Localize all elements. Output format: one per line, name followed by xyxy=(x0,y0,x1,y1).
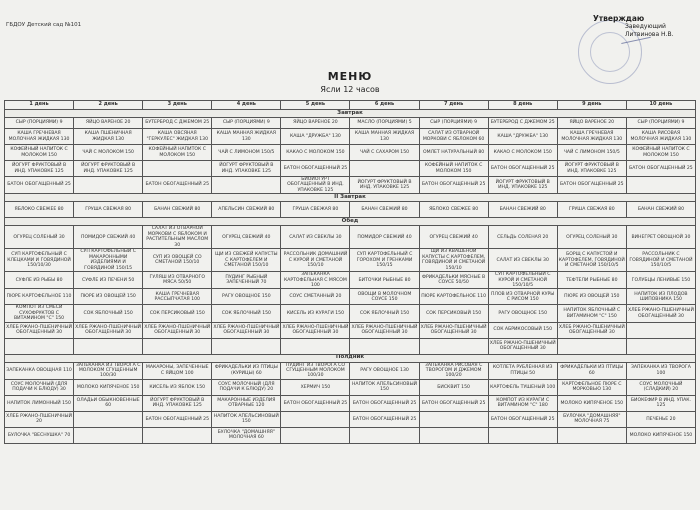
menu-cell: ФРИКАДЕЛЬКИ ИЗ ПТИЦЫ (КУРИЦЫ) 60 xyxy=(212,362,281,379)
day-header: 6 день xyxy=(350,101,419,110)
menu-cell: БИТОЧКИ РЫБНЫЕ 80 xyxy=(350,272,419,289)
menu-cell: ГРУША СВЕЖАЯ 80 xyxy=(74,202,143,218)
menu-cell: БАТОН ОБОГАЩЕННЫЙ 25 xyxy=(281,161,350,177)
menu-cell: ЩИ ИЗ КВАШЕНОЙ КАПУСТЫ С КАРТОФЕЛЕМ, ГОВЯДИНОЙ И СМЕТАНОЙ 150/10 xyxy=(419,249,488,272)
section-row xyxy=(5,110,696,118)
menu-cell xyxy=(212,177,281,194)
day-header: 7 день xyxy=(419,101,488,110)
menu-cell: НАПИТОК ИЗ ПЛОДОВ ШИПОВНИКА 150 xyxy=(626,289,695,305)
menu-cell: БАНАН СВЕЖИЙ 80 xyxy=(350,202,419,218)
organization-header: ГБДОУ Детский сад №101 xyxy=(6,22,82,28)
menu-cell: ЗАПЕКАНКА РИСОВАЯ С ТВОРОГОМ И ДЖЕМОМ 100/20 xyxy=(419,362,488,379)
menu-cell xyxy=(350,427,419,443)
menu-cell: ПЮРЕ ИЗ ОВОЩЕЙ 150 xyxy=(74,289,143,305)
menu-cell: СЫР (ПОРЦИЯМИ) 9 xyxy=(5,118,74,129)
menu-cell: СОК ПЕРСИКОВЫЙ 150 xyxy=(143,305,212,322)
menu-cell: ЙОГУРТ ФРУКТОВЫЙ В ИНД. УПАКОВКЕ 125 xyxy=(74,161,143,177)
approval-role: Заведующий xyxy=(625,23,666,30)
menu-cell: ГУЛЯШ ИЗ ОТВАРНОГО МЯСА 50/50 xyxy=(143,272,212,289)
table-row xyxy=(5,226,696,249)
menu-cell: БАТОН ОБОГАЩЕННЫЙ 25 xyxy=(626,161,695,177)
menu-cell xyxy=(74,411,143,427)
menu-cell: БАНАН СВЕЖИЙ 80 xyxy=(488,202,557,218)
menu-cell: ЩИ ИЗ СВЕЖЕЙ КАПУСТЫ С КАРТОФЕЛЕМ И СМЕТАНОЙ 150/10 xyxy=(212,249,281,272)
menu-cell: МАСЛО (ПОРЦИЯМИ) 5 xyxy=(350,118,419,129)
menu-cell: БУЛОЧКА "ВЕСНУШКА" 70 xyxy=(5,427,74,443)
menu-cell: ЯБЛОКО СВЕЖЕЕ 80 xyxy=(5,202,74,218)
menu-cell: БАТОН ОБОГАЩЕННЫЙ 25 xyxy=(350,395,419,411)
menu-cell: ПУДИНГ РЫБНЫЙ ЗАПЕЧЕННЫЙ 70 xyxy=(212,272,281,289)
menu-cell: МОЛОКО КИПЯЧЕНОЕ 150 xyxy=(626,427,695,443)
menu-cell xyxy=(350,161,419,177)
menu-cell xyxy=(281,427,350,443)
day-header: 9 день xyxy=(557,101,626,110)
section-title: Завтрак xyxy=(5,110,696,118)
menu-cell: ПУДИНГ ИЗ ТВОРОГА СО СГУЩЕННЫМ МОЛОКОМ 100/30 xyxy=(281,362,350,379)
menu-cell: БАТОН ОБОГАЩЕННЫЙ 25 xyxy=(419,395,488,411)
menu-cell: ОЛАДЬИ ОБЫКНОВЕННЫЕ 60 xyxy=(74,395,143,411)
menu-cell: БАТОН ОБОГАЩЕННЫЙ 25 xyxy=(488,161,557,177)
menu-cell: ЙОГУРТ ФРУКТОВЫЙ В ИНД. УПАКОВКЕ 125 xyxy=(143,395,212,411)
menu-cell: БАТОН ОБОГАЩЕННЫЙ 25 xyxy=(143,411,212,427)
menu-cell: ЗАПЕКАНКА ОВОЩНАЯ 110 xyxy=(5,362,74,379)
menu-cell: РАГУ ОВОЩНОЕ 150 xyxy=(488,305,557,322)
menu-cell: РАГУ ОВОЩНОЕ 130 xyxy=(350,362,419,379)
table-row xyxy=(5,289,696,305)
menu-cell: ЧАЙ С МОЛОКОМ 150 xyxy=(74,145,143,161)
menu-cell: ПЮРЕ КАРТОФЕЛЬНОЕ 110 xyxy=(419,289,488,305)
menu-cell: НАПИТОК ЯБЛОЧНЫЙ С ВИТАМИНОМ "С" 150 xyxy=(557,305,626,322)
menu-cell: РАССОЛЬНИК ДОМАШНИЙ С КУРОЙ И СМЕТАНОЙ 150/10 xyxy=(281,249,350,272)
menu-cell: КАША МАННАЯ ЖИДКАЯ 130 xyxy=(350,129,419,145)
menu-cell: СУП КАРТОФЕЛЬНЫЙ С КЛЕЦКАМИ И ГОВЯДИНОЙ 150/10/30 xyxy=(5,249,74,272)
menu-cell: КАША МАННАЯ ЖИДКАЯ 130 xyxy=(212,129,281,145)
menu-cell: КАША РИСОВАЯ МОЛОЧНАЯ ЖИДКАЯ 130 xyxy=(626,129,695,145)
menu-cell: ЙОГУРТ ФРУКТОВЫЙ В ИНД. УПАКОВКЕ 125 xyxy=(557,161,626,177)
table-row xyxy=(5,362,696,379)
table-row xyxy=(5,411,696,427)
menu-cell: ОГУРЕЦ СВЕЖИЙ 40 xyxy=(212,226,281,249)
menu-cell: КАРТОФЕЛЬНОЕ ПЮРЕ С МОРКОВЬЮ 130 xyxy=(557,379,626,395)
menu-cell: КОФЕЙНЫЙ НАПИТОК С МОЛОКОМ 150 xyxy=(626,145,695,161)
menu-cell: БУЛОЧКА "ДОМАШНЯЯ" МОЛОЧНАЯ 75 xyxy=(557,411,626,427)
table-row xyxy=(5,118,696,129)
menu-cell: ХЕРМИЧ 150 xyxy=(281,379,350,395)
table-row xyxy=(5,129,696,145)
menu-cell xyxy=(281,338,350,354)
menu-cell xyxy=(626,338,695,354)
days-header-row xyxy=(5,101,696,110)
menu-cell: БИОКЕФИР В ИНД. УПАК. 125 xyxy=(626,395,695,411)
menu-cell xyxy=(419,411,488,427)
menu-cell: СУП КАРТОФЕЛЬНЫЙ С КУРОЙ И СМЕТАНОЙ 150/10/5 xyxy=(488,272,557,289)
table-row xyxy=(5,202,696,218)
menu-cell: БУТЕРБРОД С ДЖЕМОМ 25 xyxy=(143,118,212,129)
menu-cell: ОГУРЕЦ СВЕЖИЙ 40 xyxy=(419,226,488,249)
day-header: 4 день xyxy=(212,101,281,110)
approval-block xyxy=(593,15,697,39)
menu-cell: ПЮРЕ ИЗ ОВОЩЕЙ 150 xyxy=(557,289,626,305)
table-row xyxy=(5,427,696,443)
menu-cell xyxy=(419,338,488,354)
menu-cell: СОУС МОЛОЧНЫЙ (ДЛЯ ПОДАЧИ К БЛЮДУ) 30 xyxy=(5,379,74,395)
day-header: 3 день xyxy=(143,101,212,110)
menu-cell: БАТОН ОБОГАЩЕННЫЙ 25 xyxy=(488,411,557,427)
menu-cell: РАССОЛЬНИК С ГОВЯДИНОЙ И СМЕТАНОЙ 150/10/5 xyxy=(626,249,695,272)
menu-cell: ОВОЩИ В МОЛОЧНОМ СОУСЕ 150 xyxy=(350,289,419,305)
menu-cell: КОФЕЙНЫЙ НАПИТОК С МОЛОКОМ 150 xyxy=(5,145,74,161)
menu-cell: КАША ГРЕЧНЕВАЯ РАССЫПЧАТАЯ 100 xyxy=(143,289,212,305)
table-row xyxy=(5,379,696,395)
menu-cell: ПЕЧЕНЬЕ 20 xyxy=(626,411,695,427)
menu-cell: БИСКВИТ 150 xyxy=(419,379,488,395)
menu-cell xyxy=(143,338,212,354)
day-header: 5 день xyxy=(281,101,350,110)
menu-cell: ХЛЕБ РЖАНО-ПШЕНИЧНЫЙ ОБОГАЩЕННЫЙ 30 xyxy=(557,322,626,338)
menu-title: МЕНЮ xyxy=(327,70,373,83)
section-title: Полдник xyxy=(5,354,696,362)
menu-cell: ЗАПЕКАНКА ИЗ ТВОРОГА С МОЛОКОМ СГУЩЕННЫМ 100/30 xyxy=(74,362,143,379)
menu-cell: БАТОН ОБОГАЩЕННЫЙ 25 xyxy=(557,177,626,194)
menu-cell: ГРУША СВЕЖАЯ 80 xyxy=(281,202,350,218)
menu-cell: КАША "ДРУЖБА" 130 xyxy=(488,129,557,145)
section-row xyxy=(5,218,696,226)
section-title: Обед xyxy=(5,218,696,226)
menu-cell xyxy=(557,427,626,443)
table-row xyxy=(5,145,696,161)
menu-cell: ПОМИДОР СВЕЖИЙ 40 xyxy=(74,226,143,249)
menu-cell: ХЛЕБ РЖАНО-ПШЕНИЧНЫЙ ОБОГАЩЕННЫЙ 30 xyxy=(143,322,212,338)
menu-cell xyxy=(419,427,488,443)
menu-cell: БАНАН СВЕЖИЙ 80 xyxy=(626,202,695,218)
menu-cell: ЧАЙ С САХАРОМ 150 xyxy=(350,145,419,161)
menu-cell: ЧАЙ С ЛИМОНОМ 150/5 xyxy=(557,145,626,161)
menu-cell xyxy=(143,427,212,443)
menu-cell: СУФЛЕ ИЗ РЫБЫ 80 xyxy=(5,272,74,289)
menu-cell: СОК ПЕРСИКОВЫЙ 150 xyxy=(419,305,488,322)
table-row xyxy=(5,322,696,338)
table-row xyxy=(5,177,696,194)
menu-cell: САЛАТ ИЗ СВЕКЛЫ 30 xyxy=(488,249,557,272)
section-row xyxy=(5,354,696,362)
menu-cell: СОК АБРИКОСОВЫЙ 150 xyxy=(488,322,557,338)
menu-cell: ОГУРЕЦ СОЛЕНЫЙ 30 xyxy=(5,226,74,249)
table-row xyxy=(5,161,696,177)
approval-title: Утверждаю xyxy=(593,14,645,23)
menu-cell: ЯЙЦО ВАРЕНОЕ 20 xyxy=(74,118,143,129)
menu-cell: ЙОГУРТ ФРУКТОВЫЙ В ИНД. УПАКОВКЕ 125 xyxy=(488,177,557,194)
menu-cell: СЕЛЬДЬ СОЛЕНАЯ 20 xyxy=(488,226,557,249)
menu-cell: РАГУ ОВОЩНОЕ 150 xyxy=(212,289,281,305)
day-header: 1 день xyxy=(5,101,74,110)
menu-cell: МОЛОКО КИПЯЧЕНОЕ 150 xyxy=(557,395,626,411)
menu-cell: СУП КАРТОФЕЛЬНЫЙ С ГОРОХОМ И ГРЕНКАМИ 150/15 xyxy=(350,249,419,272)
menu-cell: МАКАРОНЫ, ЗАПЕЧЕННЫЕ С ЯЙЦОМ 100 xyxy=(143,362,212,379)
table-row xyxy=(5,395,696,411)
menu-cell: ФРИКАДЕЛЬКИ МЯСНЫЕ В СОУСЕ 50/50 xyxy=(419,272,488,289)
table-row xyxy=(5,305,696,322)
menu-cell: ПОМИДОР СВЕЖИЙ 40 xyxy=(350,226,419,249)
menu-cell: ЯЙЦО ВАРЕНОЕ 20 xyxy=(281,118,350,129)
approval-name: Литвинова Н.В. xyxy=(625,31,674,38)
menu-cell: КАША "ДРУЖБА" 130 xyxy=(281,129,350,145)
menu-cell: КАКАО С МОЛОКОМ 150 xyxy=(488,145,557,161)
menu-cell: ЙОГУРТ ФРУКТОВЫЙ В ИНД. УПАКОВКЕ 125 xyxy=(350,177,419,194)
menu-cell: БУЛОЧКА "ДОМАШНЯЯ" МОЛОЧНАЯ 60 xyxy=(212,427,281,443)
menu-cell: ГРУША СВЕЖАЯ 80 xyxy=(557,202,626,218)
menu-cell: САЛАТ ИЗ ОТВАРНОЙ МОРКОВИ С ЯБЛОКОМ 60 xyxy=(419,129,488,145)
table-row xyxy=(5,338,696,354)
menu-cell: НАПИТОК ЛИМОННЫЙ 150 xyxy=(5,395,74,411)
menu-cell: БАТОН ОБОГАЩЕННЫЙ 25 xyxy=(5,177,74,194)
menu-cell: КАША ПШЕНИЧНАЯ ЖИДКАЯ 130 xyxy=(74,129,143,145)
menu-cell xyxy=(5,338,74,354)
menu-cell: ПЛОВ ИЗ ОТВАРНОЙ КУРЫ С РИСОМ 150 xyxy=(488,289,557,305)
menu-cell: ЯЙЦО ВАРЕНОЕ 20 xyxy=(557,118,626,129)
menu-cell: ВИНЕГРЕТ ОВОЩНОЙ 30 xyxy=(626,226,695,249)
day-header: 2 день xyxy=(74,101,143,110)
menu-cell: КАША ГРЕЧНЕВАЯ МОЛОЧНАЯ ЖИДКАЯ 130 xyxy=(557,129,626,145)
menu-cell: БАТОН ОБОГАЩЕННЫЙ 25 xyxy=(419,177,488,194)
menu-cell: СОУС СМЕТАННЫЙ 20 xyxy=(281,289,350,305)
menu-cell: ХЛЕБ РЖАНО-ПШЕНИЧНЫЙ ОБОГАЩЕННЫЙ 30 xyxy=(281,322,350,338)
table-row xyxy=(5,249,696,272)
menu-cell: ХЛЕБ РЖАНО-ПШЕНИЧНЫЙ ОБОГАЩЕННЫЙ 30 xyxy=(350,322,419,338)
menu-body xyxy=(5,110,696,444)
menu-cell: ЗАПЕКАНКА КАРТОФЕЛЬНАЯ С МЯСОМ 100 xyxy=(281,272,350,289)
menu-cell: СЫР (ПОРЦИЯМИ) 9 xyxy=(419,118,488,129)
menu-cell: ХЛЕБ РЖАНО-ПШЕНИЧНЫЙ 20 xyxy=(5,411,74,427)
menu-cell: СОУС МОЛОЧНЫЙ (ДЛЯ ПОДАЧИ К БЛЮДУ) 20 xyxy=(212,379,281,395)
menu-cell: КАША ГРЕЧНЕВАЯ МОЛОЧНАЯ ЖИДКАЯ 130 xyxy=(5,129,74,145)
menu-cell: ХЛЕБ РЖАНО-ПШЕНИЧНЫЙ ОБОГАЩЕННЫЙ 30 xyxy=(419,322,488,338)
menu-cell: КОТЛЕТА РУБЛЕННАЯ ИЗ ПТИЦЫ 50 xyxy=(488,362,557,379)
menu-cell: ХЛЕБ РЖАНО-ПШЕНИЧНЫЙ ОБОГАЩЕННЫЙ 30 xyxy=(626,305,695,322)
menu-cell xyxy=(488,427,557,443)
menu-cell: КОФЕЙНЫЙ НАПИТОК С МОЛОКОМ 150 xyxy=(143,145,212,161)
menu-cell: КИСЕЛЬ ИЗ КУРАГИ 150 xyxy=(281,305,350,322)
menu-cell: БОРЩ С КАПУСТОЙ И КАРТОФЕЛЕМ, ГОВЯДИНОЙ И СМЕТАНОЙ 150/10/5 xyxy=(557,249,626,272)
menu-cell: СЫР (ПОРЦИЯМИ) 9 xyxy=(212,118,281,129)
menu-cell xyxy=(557,338,626,354)
menu-cell: ОГУРЕЦ СОЛЕНЫЙ 30 xyxy=(557,226,626,249)
menu-cell: СОУС МОЛОЧНЫЙ (СЛАДКИЙ) 20 xyxy=(626,379,695,395)
menu-cell: ФРИКАДЕЛЬКИ ИЗ ПТИЦЫ 60 xyxy=(557,362,626,379)
day-header: 8 день xyxy=(488,101,557,110)
menu-cell: ХЛЕБ РЖАНО-ПШЕНИЧНЫЙ ОБОГАЩЕННЫЙ 30 xyxy=(212,322,281,338)
menu-cell: ЗАПЕКАНКА ИЗ ТВОРОГА 100 xyxy=(626,362,695,379)
menu-cell: НАПИТОК АПЕЛЬСИНОВЫЙ 150 xyxy=(212,411,281,427)
menu-cell: БУТЕРБРОД С ДЖЕМОМ 25 xyxy=(488,118,557,129)
menu-cell: КАРТОФЕЛЬ ТУШЕНЫЙ 100 xyxy=(488,379,557,395)
menu-cell xyxy=(74,338,143,354)
section-title: II Завтрак xyxy=(5,194,696,202)
menu-table xyxy=(4,100,696,444)
menu-cell: БАТОН ОБОГАЩЕННЫЙ 25 xyxy=(281,395,350,411)
menu-cell: СОК ЯБЛОЧНЫЙ 150 xyxy=(212,305,281,322)
menu-cell: МОЛОКО КИПЯЧЕНОЕ 150 xyxy=(74,379,143,395)
menu-cell: БИОЙОГУРТ ОБОГАЩЕННЫЙ В ИНД. УПАКОВКЕ 125 xyxy=(281,177,350,194)
menu-cell xyxy=(626,322,695,338)
menu-cell: КОФЕЙНЫЙ НАПИТОК С МОЛОКОМ 150 xyxy=(419,161,488,177)
menu-cell xyxy=(74,427,143,443)
menu-cell: ЙОГУРТ ФРУКТОВЫЙ В ИНД. УПАКОВКЕ 125 xyxy=(212,161,281,177)
menu-cell: ЙОГУРТ ФРУКТОВЫЙ В ИНД. УПАКОВКЕ 125 xyxy=(5,161,74,177)
menu-cell: ЯБЛОКО СВЕЖЕЕ 80 xyxy=(419,202,488,218)
menu-cell xyxy=(212,338,281,354)
menu-cell: СОК ЯБЛОЧНЫЙ 150 xyxy=(350,305,419,322)
menu-cell: КОМПОТ ИЗ КУРАГИ С ВИТАМИНОМ "С" 180 xyxy=(488,395,557,411)
menu-cell xyxy=(281,411,350,427)
menu-cell: ЧАЙ С ЛИМОНОМ 150/5 xyxy=(212,145,281,161)
menu-cell: КАКАО С МОЛОКОМ 150 xyxy=(281,145,350,161)
menu-cell: СЫР (ПОРЦИЯМИ) 9 xyxy=(626,118,695,129)
menu-cell: САЛАТ ИЗ СВЕКЛЫ 30 xyxy=(281,226,350,249)
table-row xyxy=(5,272,696,289)
menu-cell: ГОЛУБЦЫ ЛЕНИВЫЕ 150 xyxy=(626,272,695,289)
menu-cell: САЛАТ ИЗ ОТВАРНОЙ МОРКОВИ С ЯБЛОКОМ И РАСТИТЕЛЬНЫМ МАСЛОМ 30 xyxy=(143,226,212,249)
menu-cell: ХЛЕБ РЖАНО-ПШЕНИЧНЫЙ ОБОГАЩЕННЫЙ 30 xyxy=(5,322,74,338)
menu-cell xyxy=(143,161,212,177)
section-row xyxy=(5,194,696,202)
menu-cell xyxy=(350,338,419,354)
menu-cell: ПЮРЕ КАРТОФЕЛЬНОЕ 110 xyxy=(5,289,74,305)
menu-cell: СУФЛЕ ИЗ ПЕЧЕНИ 50 xyxy=(74,272,143,289)
menu-cell: БАТОН ОБОГАЩЕННЫЙ 25 xyxy=(143,177,212,194)
menu-cell: ТЕФТЕЛИ РЫБНЫЕ 80 xyxy=(557,272,626,289)
menu-cell: ОМЛЕТ НАТУРАЛЬНЫЙ 80 xyxy=(419,145,488,161)
menu-cell: БАНАН СВЕЖИЙ 80 xyxy=(143,202,212,218)
menu-cell: БАТОН ОБОГАЩЕННЫЙ 25 xyxy=(350,411,419,427)
menu-cell: НАПИТОК АПЕЛЬСИНОВЫЙ 150 xyxy=(350,379,419,395)
menu-cell xyxy=(74,177,143,194)
menu-cell: АПЕЛЬСИН СВЕЖИЙ 80 xyxy=(212,202,281,218)
menu-cell: ХЛЕБ РЖАНО-ПШЕНИЧНЫЙ ОБОГАЩЕННЫЙ 30 xyxy=(74,322,143,338)
menu-cell: СУП ИЗ ОВОЩЕЙ СО СМЕТАНОЙ 150/10 xyxy=(143,249,212,272)
menu-cell: СУП КАРТОФЕЛЬНЫЙ С МАКАРОННЫМИ ИЗДЕЛИЯМИ И ГОВЯДИНОЙ 150/15 xyxy=(74,249,143,272)
menu-cell: КИСЕЛЬ ИЗ ЯБЛОК 150 xyxy=(143,379,212,395)
day-header: 10 день xyxy=(626,101,695,110)
menu-cell xyxy=(626,177,695,194)
menu-cell: МАКАРОННЫЕ ИЗДЕЛИЯ ОТВАРНЫЕ 120 xyxy=(212,395,281,411)
menu-subtitle: Ясли 12 часов xyxy=(320,85,380,94)
menu-cell: КАША ОВСЯНАЯ "ГЕРКУЛЕС" ЖИДКАЯ 130 xyxy=(143,129,212,145)
menu-cell: КОМПОТ ИЗ СМЕСИ СУХОФРУКТОВ С ВИТАМИНОМ "С" 150 xyxy=(5,305,74,322)
menu-cell: СОК ЯБЛОЧНЫЙ 150 xyxy=(74,305,143,322)
menu-cell: ХЛЕБ РЖАНО-ПШЕНИЧНЫЙ ОБОГАЩЕННЫЙ 30 xyxy=(488,338,557,354)
